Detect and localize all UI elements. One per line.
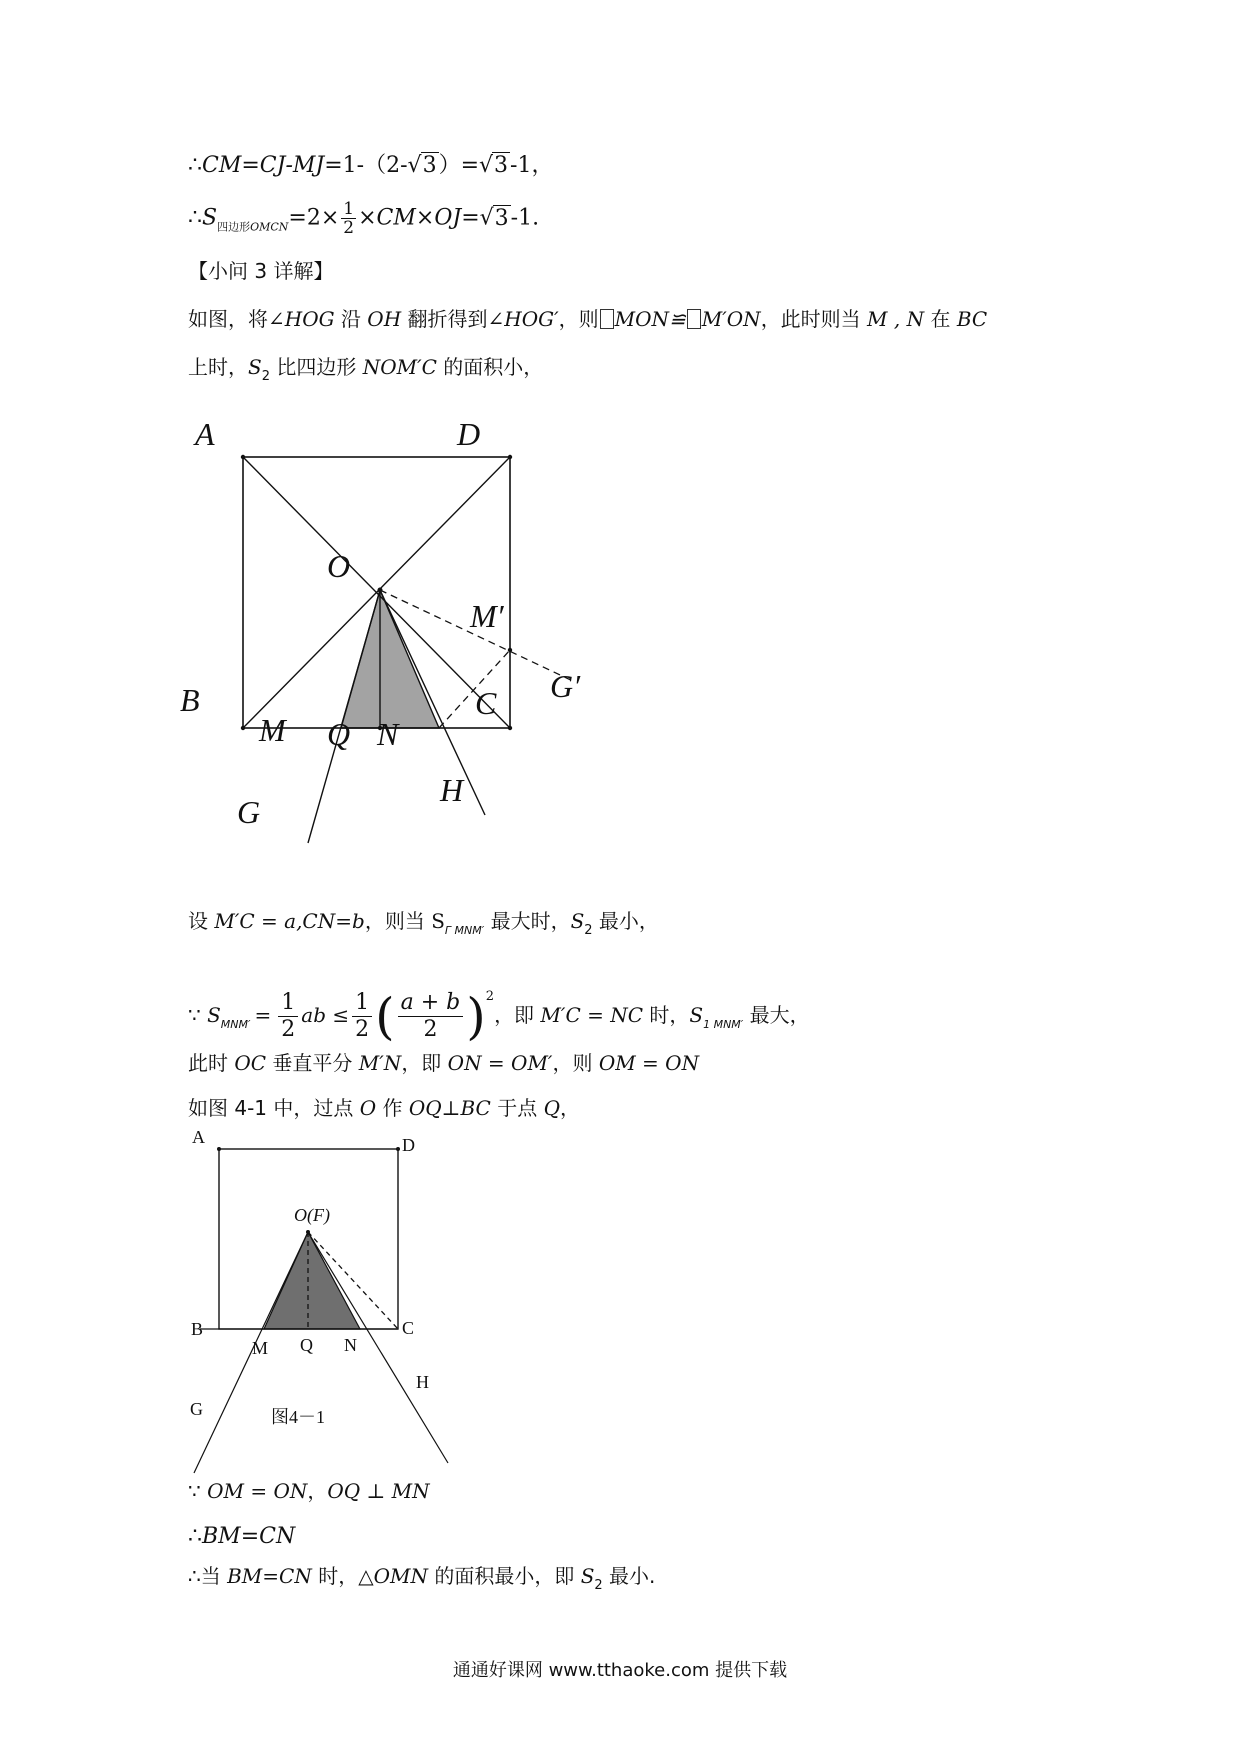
label-o: O(F): [294, 1205, 330, 1225]
sqrt-value: 3: [494, 205, 509, 231]
text: 的面积小，: [436, 355, 544, 379]
angle: ∠HOG′: [487, 307, 559, 331]
page-footer: 通通好课网 www.tthaoke.com 提供下载: [452, 1660, 788, 1681]
points: M , N: [867, 307, 925, 331]
expression: OM = ON: [598, 1051, 700, 1075]
fraction-numerator: 1: [352, 990, 372, 1017]
therefore-symbol: ∴: [188, 205, 202, 231]
text: 上时，: [188, 355, 248, 379]
label-d: D: [402, 1135, 415, 1155]
label-g: G: [190, 1399, 203, 1419]
text: 垂直平分: [266, 1051, 359, 1075]
fraction-denominator: 2: [355, 1017, 370, 1042]
expression: OQ⊥BC: [408, 1096, 491, 1120]
expression: ab ≤: [301, 1003, 350, 1027]
paragraph-therefore: [188, 1521, 295, 1553]
point-m-prime: [508, 648, 512, 652]
triangle: M′ON: [701, 307, 761, 331]
text: 最大时，: [484, 909, 571, 933]
eq-part: ）=: [438, 153, 479, 178]
angle: ∠HOG: [268, 307, 335, 331]
text: 作: [376, 1096, 409, 1120]
text: 时，: [643, 1003, 690, 1027]
point-b: [241, 726, 245, 730]
text: 翻折得到: [401, 307, 488, 331]
area-symbol: S: [207, 1003, 221, 1027]
right-paren: ): [466, 987, 486, 1046]
paragraph-inequality: [188, 962, 810, 1046]
point: Q: [543, 1096, 560, 1120]
expression: BM=CN: [227, 1564, 312, 1588]
exponent: 2: [485, 989, 495, 1004]
square-fold-figure: [180, 405, 675, 875]
label-c: C: [402, 1318, 415, 1338]
expression: b: [352, 909, 365, 933]
paragraph-set-variables: [188, 905, 659, 947]
quadrilateral: NOM′C: [362, 355, 437, 379]
segment: OC: [234, 1051, 267, 1075]
figure-caption: 图4－1: [271, 1407, 325, 1427]
label-n: N: [344, 1335, 357, 1355]
label-h: H: [416, 1372, 429, 1392]
because-symbol: ∵: [188, 1003, 208, 1027]
text: 如图 4-1 中，过点: [188, 1096, 360, 1120]
fraction-numerator: a + b: [398, 990, 464, 1017]
point-a: [241, 455, 245, 459]
point-d: [396, 1147, 400, 1151]
subscript: Γ MNM′: [444, 924, 485, 937]
label-m: M: [252, 1338, 269, 1358]
label-a: A: [192, 1127, 205, 1147]
segment: OH: [367, 307, 402, 331]
text: ，: [559, 1096, 580, 1120]
text: ，则: [552, 1051, 599, 1075]
triangle: MON≌: [614, 307, 686, 331]
ray-og: [194, 1232, 308, 1473]
fraction-denominator: 2: [281, 1017, 296, 1042]
fraction: [398, 990, 464, 1043]
label-b: B: [191, 1319, 204, 1339]
paragraph-conclusion: [188, 1560, 655, 1602]
text: 最小.: [602, 1564, 656, 1588]
eq-part: =1-（2-: [324, 153, 408, 178]
text: ，则当: [364, 909, 432, 933]
area-symbol: S: [202, 205, 218, 231]
eq-part: -1.: [510, 205, 540, 231]
sqrt-value: 3: [422, 153, 437, 178]
eq-lhs: CM=CJ-MJ: [202, 153, 325, 178]
point: O: [359, 1096, 377, 1120]
area-symbol: S: [689, 1003, 704, 1027]
therefore-symbol: ∴: [188, 153, 202, 178]
fraction-denominator: 2: [423, 1017, 438, 1042]
point-o: [378, 588, 383, 593]
section-heading: 【小问 3 详解】: [188, 259, 334, 283]
because-symbol: ∵: [188, 1479, 208, 1503]
label-q: Q: [300, 1335, 313, 1355]
equation-cm: ∴CM=CJ-MJ=1-（2-√3）=√3-1，: [188, 153, 554, 178]
text: 沿: [334, 307, 368, 331]
expression: M′C = a,CN: [214, 909, 336, 933]
text: ，则: [558, 307, 599, 331]
area-symbol: S: [580, 1564, 595, 1588]
label-h: H: [440, 772, 464, 808]
expression: OQ ⊥ MN: [327, 1479, 430, 1503]
fraction: [278, 990, 298, 1043]
area-symbol: S: [431, 909, 445, 933]
eq-part: ×CM×OJ=: [358, 205, 480, 231]
paragraph-figure-ref: [188, 1092, 580, 1124]
ray-oh: [308, 1232, 448, 1463]
paragraph-fold: [188, 303, 987, 335]
missing-glyph-box: [687, 309, 701, 329]
fraction-numerator: 1: [343, 199, 355, 219]
sqrt-value: 3: [494, 153, 509, 178]
paragraph-bisector: [188, 1047, 699, 1079]
point-c: [508, 726, 512, 730]
label-g: G: [237, 794, 261, 830]
text: 于点: [490, 1096, 544, 1120]
label-q: Q: [327, 716, 351, 752]
subscript: 2: [261, 369, 270, 384]
label-o: O: [327, 548, 351, 584]
subscript: 1 MNM′: [703, 1018, 744, 1031]
figure-4-1: [180, 1125, 480, 1465]
label-a: A: [195, 416, 215, 452]
label-b: B: [180, 682, 200, 718]
text: ，即: [401, 1051, 448, 1075]
subscript: MNM′: [220, 1018, 251, 1031]
eq-part: =2×: [288, 205, 340, 231]
label-m-prime: M′: [470, 598, 504, 634]
fraction: [352, 990, 372, 1043]
expression: ON = OM′: [447, 1051, 553, 1075]
point-a: [217, 1147, 221, 1151]
text: ，此时则当: [760, 307, 868, 331]
area-subscript: 四边形: [217, 220, 251, 234]
expression: OM = ON: [207, 1479, 308, 1503]
text: 最大，: [743, 1003, 810, 1027]
equation-area: $\therefore S_{四边形OMCN}=2\times$ $\frac{1}{2}$ ×CM×OJ=√3-1.: [188, 199, 540, 238]
expression: M′C = NC: [540, 1003, 644, 1027]
fraction: [341, 200, 356, 237]
text: ∴当: [188, 1564, 228, 1588]
fraction-denominator: 2: [343, 218, 355, 238]
text: ，: [307, 1479, 328, 1503]
label-d: D: [457, 416, 481, 452]
subscript: 2: [594, 1578, 603, 1593]
segment: M′N: [358, 1051, 402, 1075]
text: 此时: [188, 1051, 235, 1075]
text: =: [335, 909, 353, 933]
text: =: [254, 1003, 272, 1027]
triangle: OMN: [373, 1564, 428, 1588]
subscript: 2: [584, 923, 593, 938]
paragraph-compare: [188, 351, 543, 393]
label-g-prime: G′: [550, 668, 581, 704]
area-subscript: OMCN: [250, 220, 289, 234]
text: 如图，将: [188, 307, 268, 331]
missing-glyph-box: [600, 309, 614, 329]
text: 最小，: [592, 909, 659, 933]
eq-part: -1，: [510, 153, 554, 178]
point-d: [508, 455, 512, 459]
fraction-numerator: 1: [278, 990, 298, 1017]
segment: BC: [956, 307, 988, 331]
text: 设: [188, 909, 215, 933]
point-o: [306, 1230, 310, 1234]
text: 的面积最小，即: [427, 1564, 581, 1588]
paragraph-because: [188, 1475, 430, 1507]
shaded-triangle-omn: [264, 1232, 360, 1329]
text: 比四边形: [269, 355, 363, 379]
label-c: C: [475, 685, 497, 721]
label-n: N: [377, 716, 399, 752]
expression: BM=CN: [202, 1524, 296, 1549]
left-paren: (: [375, 987, 395, 1046]
area-symbol: S: [570, 909, 585, 933]
area-symbol: S: [248, 355, 262, 379]
text: ，即: [494, 1003, 541, 1027]
therefore-symbol: ∴: [188, 1524, 202, 1549]
text: 在: [924, 307, 957, 331]
text: 时，△: [311, 1564, 374, 1588]
label-m: M: [259, 712, 286, 748]
